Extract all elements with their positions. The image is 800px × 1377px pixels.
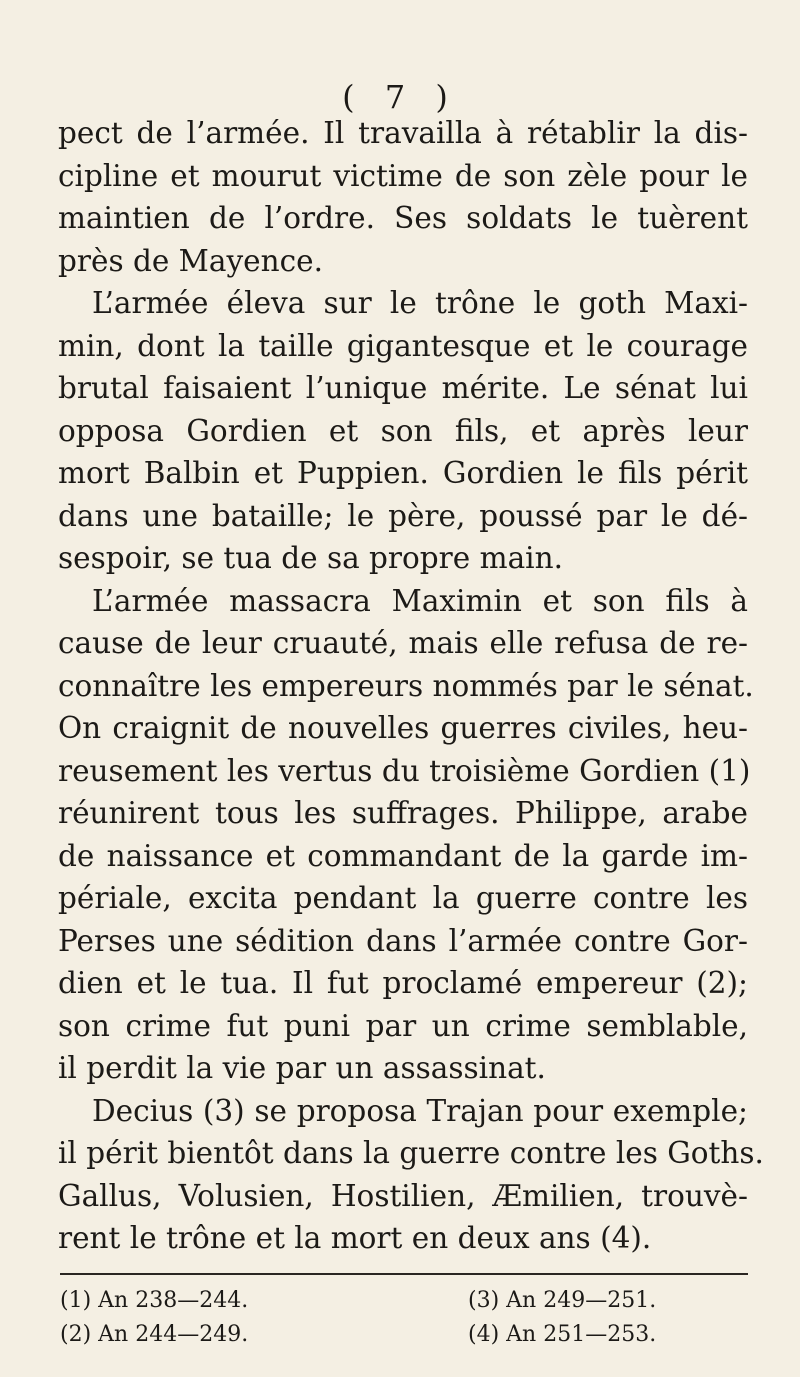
footnote: (2) An 244—249. xyxy=(60,1322,249,1347)
footnote: (1) An 238—244. xyxy=(60,1288,249,1313)
footnote: (4) An 251—253. xyxy=(468,1322,657,1347)
text-line: cause de leur cruauté, mais elle refusa de re- xyxy=(58,626,748,660)
text-line: réunirent tous les suffrages. Philippe, arabe xyxy=(58,796,748,830)
text-line: connaître les empereurs nommés par le sénat. xyxy=(58,668,754,703)
footnote: (3) An 249—251. xyxy=(468,1288,657,1313)
text-line: il perdit la vie par un assassinat. xyxy=(58,1051,546,1085)
text-line: L’armée massacra Maximin et son fils à xyxy=(92,583,748,618)
text-line: rent le trône et la mort en deux ans (4). xyxy=(58,1221,652,1255)
page-number: ( 7 ) xyxy=(342,78,458,116)
text-line: il périt bientôt dans la guerre contre les Goths. xyxy=(58,1136,764,1170)
text-line: On craignit de nouvelles guerres civiles, heu- xyxy=(58,711,748,745)
text-line: brutal faisaient l’unique mérite. Le sénat lui xyxy=(58,371,748,405)
text-line: près de Mayence. xyxy=(58,243,323,278)
text-line: Gallus, Volusien, Hostilien, Æmilien, trouvè- xyxy=(58,1178,748,1213)
text-line: de naissance et commandant de la garde im- xyxy=(58,838,748,873)
text-line: L’armée éleva sur le trône le goth Maxi- xyxy=(92,286,748,320)
text-line: cipline et mourut victime de son zèle pour le xyxy=(58,158,748,193)
footnotes xyxy=(60,1284,748,1352)
text-line: dien et le tua. Il fut proclamé empereur (2); xyxy=(58,966,748,1000)
text-line: son crime fut puni par un crime semblable, xyxy=(58,1008,748,1043)
text-line: mort Balbin et Puppien. Gordien le fils périt xyxy=(58,456,748,490)
text-line: pect de l’armée. Il travailla à rétablir la dis- xyxy=(58,116,748,150)
footnote-rule xyxy=(60,1273,748,1275)
text-line: Perses une sédition dans l’armée contre Gor- xyxy=(58,923,748,958)
text-line: périale, excita pendant la guerre contre les xyxy=(58,881,748,915)
text-line: reusement les vertus du troisième Gordien (1) xyxy=(58,753,751,788)
footnote-row xyxy=(60,1284,748,1318)
footnote-row xyxy=(60,1318,748,1352)
text-line: sespoir, se tua de sa propre main. xyxy=(58,541,563,575)
text-line: min, dont la taille gigantesque et le courage xyxy=(58,328,748,363)
text-line: Decius (3) se proposa Trajan pour exemple; xyxy=(92,1093,748,1128)
body-text xyxy=(58,112,764,1260)
text-line: dans une bataille; le père, poussé par le dé- xyxy=(58,498,748,533)
text-line: maintien de l’ordre. Ses soldats le tuèrent xyxy=(58,201,748,235)
text-line: opposa Gordien et son fils, et après leur xyxy=(58,413,748,448)
